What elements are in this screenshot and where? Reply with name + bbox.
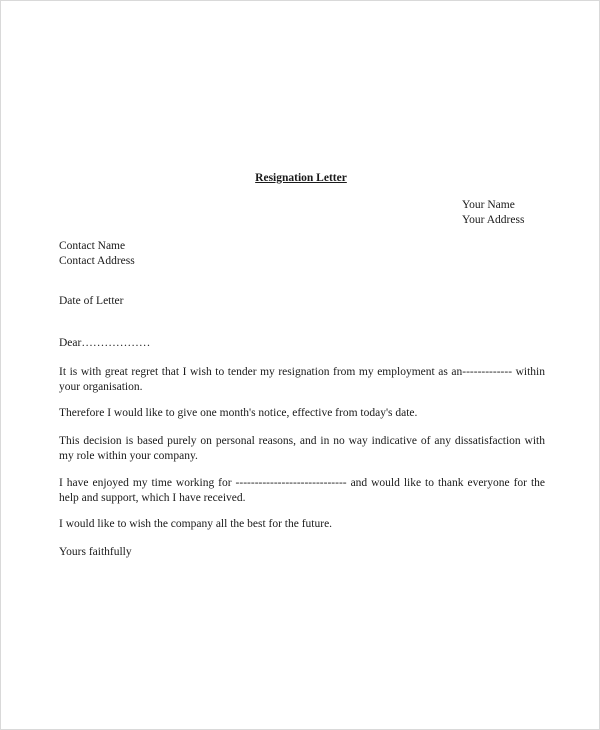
- paragraph-reason: This decision is based purely on personal reasons, and in no way indicative of any dissatisfaction with my role within your company.: [59, 435, 545, 462]
- sender-name: Your Name: [462, 199, 515, 211]
- sender-block: [462, 198, 524, 228]
- paragraph-wishes: I would like to wish the company all the best for the future.: [59, 518, 333, 530]
- letter-title: Resignation Letter: [255, 172, 347, 184]
- recipient-address: Contact Address: [59, 255, 135, 267]
- recipient-block: [59, 239, 135, 269]
- letter-date: Date of Letter: [59, 295, 124, 307]
- salutation: Dear………………: [59, 337, 151, 349]
- paragraph-notice: Therefore I would like to give one month's notice, effective from today's date.: [59, 407, 418, 419]
- recipient-name: Contact Name: [59, 240, 126, 252]
- closing: Yours faithfully: [59, 546, 132, 558]
- paragraph-thanks: I have enjoyed my time working for ----------------------------- and would like to thank everyone for the help and support, which I have received.: [59, 477, 545, 504]
- sender-address: Your Address: [462, 214, 525, 226]
- paragraph-resignation: It is with great regret that I wish to tender my resignation from my employment as an------------- within your organisation.: [59, 366, 545, 393]
